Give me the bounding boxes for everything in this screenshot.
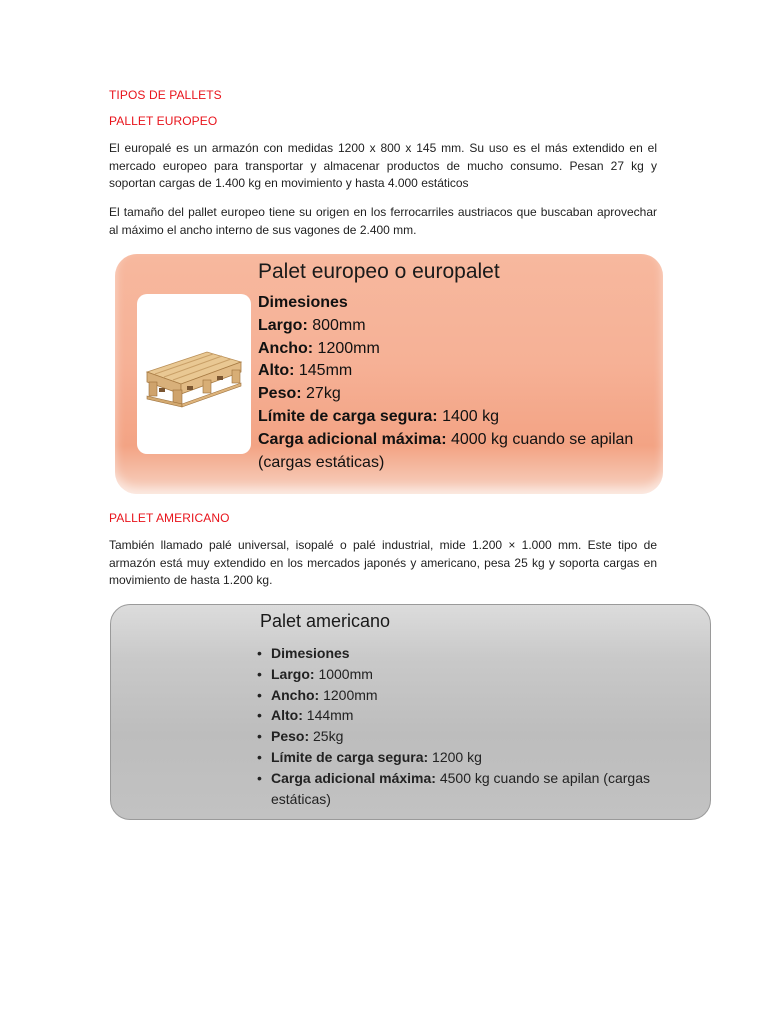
card-americano	[110, 604, 711, 820]
paragraph-europeo-1: El europalé es un armazón con medidas 1200 x 800 x 145 mm. Su uso es el más extendido en el mercado europeo para transportar y almacenar productos de mucho consumo. Pesan 27 kg y soportan cargas de 1.400 kg en movimiento y hasta 4.000 estáticos	[109, 141, 657, 190]
pallet-icon	[137, 294, 251, 454]
heading-americano: PALLET AMERICANO	[109, 511, 230, 525]
dimensiones-label: Dimesiones	[258, 294, 348, 311]
paragraph-americano-1: También llamado palé universal, isopalé o palé industrial, mide 1.200 × 1.000 mm. Este tipo de armazón está muy extendido en los mercados japonés y americano, pesa 25 kg y soporta cargas en movimiento de hasta 1.200 kg.	[109, 538, 657, 587]
spec-row: • Carga adicional máxima: 4500 kg cuando se apilan (cargas estáticas)	[257, 768, 697, 810]
dimensiones-label: • Dimesiones	[257, 643, 697, 664]
card-americano-list	[257, 643, 697, 809]
spec-row: Carga adicional máxima: 4000 kg cuando se apilan (cargas estáticas)	[258, 430, 634, 471]
card-europeo	[115, 254, 663, 494]
spec-row: • Largo: 1000mm	[257, 664, 697, 685]
spec-row: Límite de carga segura: 1400 kg	[258, 407, 500, 425]
spec-row: • Peso: 25kg	[257, 726, 697, 747]
spec-row: Largo: 800mm	[258, 316, 366, 334]
spec-row: Alto: 145mm	[258, 362, 353, 380]
card-europeo-lines	[258, 292, 658, 474]
heading-tipos: TIPOS DE PALLETS	[109, 88, 222, 102]
spec-row: • Ancho: 1200mm	[257, 685, 697, 706]
paragraph-europeo-2: El tamaño del pallet europeo tiene su origen en los ferrocarriles austriacos que buscaban aprovechar al máximo el ancho interno de sus vagones de 2.400 mm.	[109, 205, 657, 237]
card-europeo-title: Palet europeo o europalet	[258, 260, 500, 283]
heading-europeo: PALLET EUROPEO	[109, 114, 218, 128]
spec-row: Ancho: 1200mm	[258, 339, 380, 357]
card-americano-title: Palet americano	[260, 611, 391, 631]
spec-row: • Alto: 144mm	[257, 705, 697, 726]
spec-row: Peso: 27kg	[258, 385, 341, 403]
spec-row: • Límite de carga segura: 1200 kg	[257, 747, 697, 768]
pallet-image	[137, 294, 251, 454]
